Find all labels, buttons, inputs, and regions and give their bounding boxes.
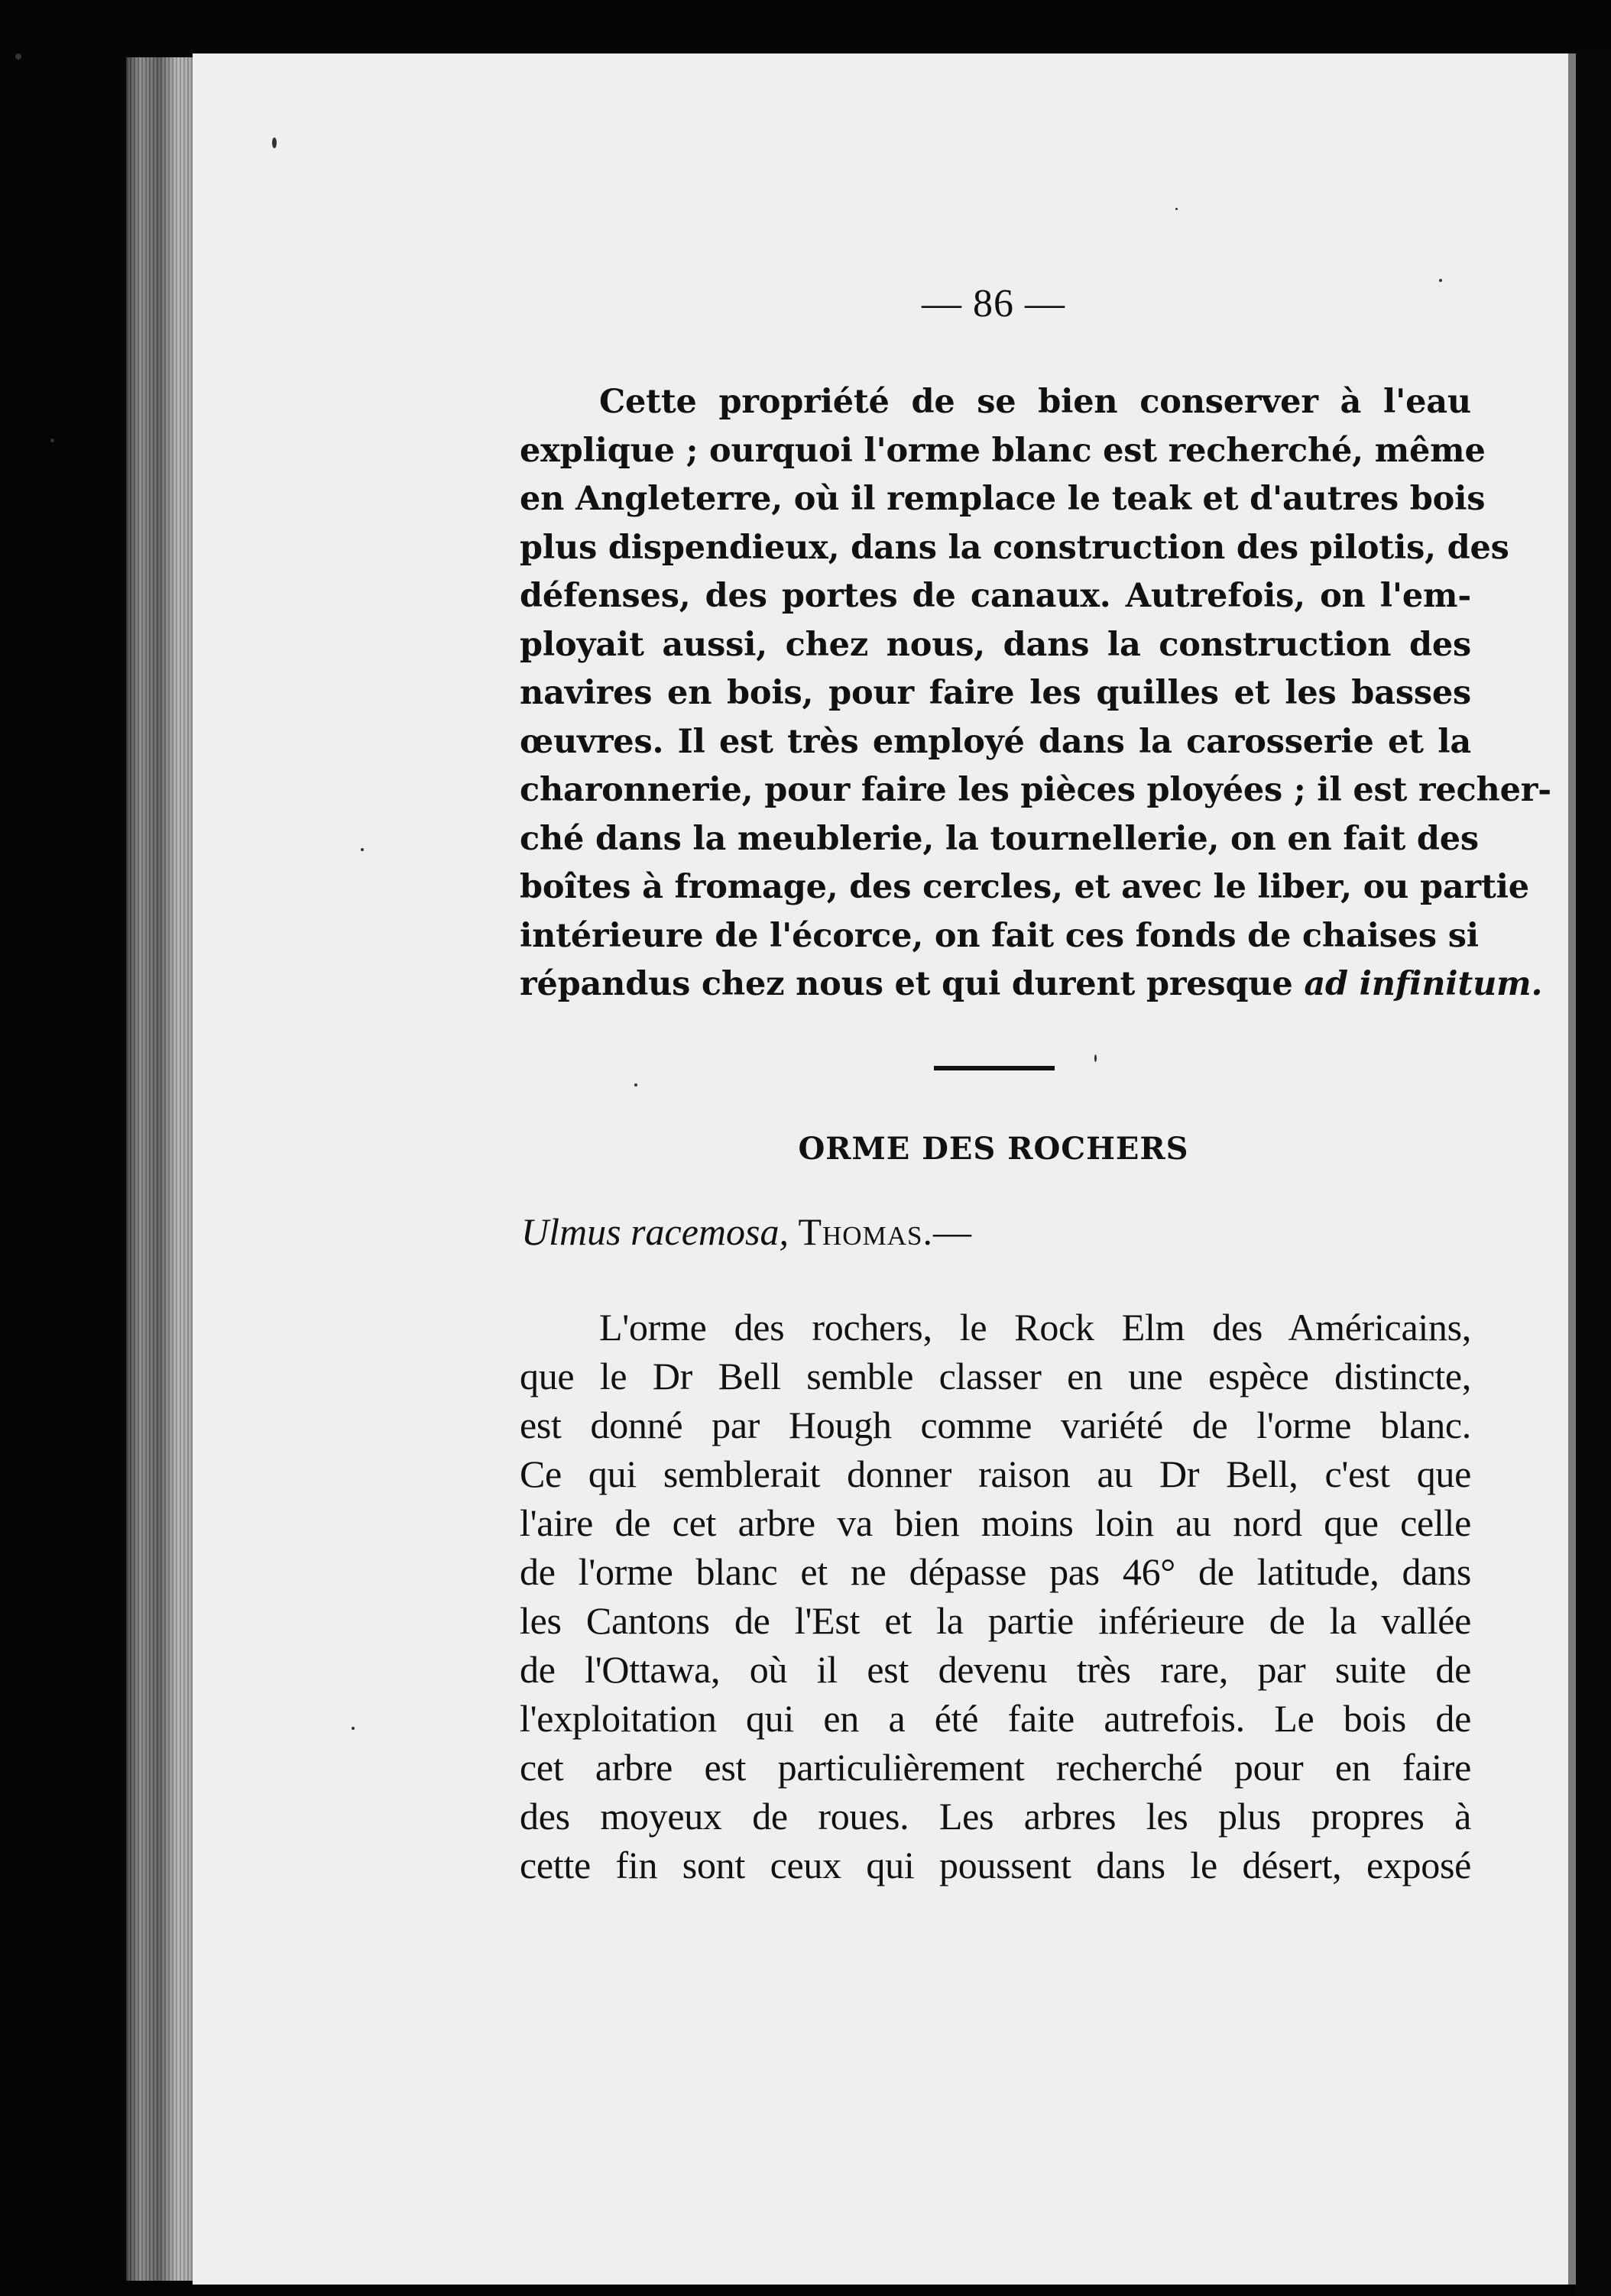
text-line-lead: répandus chez nous et qui durent presque <box>520 965 1293 1003</box>
scan-speck <box>1439 279 1442 282</box>
page-right-edge <box>1568 53 1576 2285</box>
scan-speck <box>15 53 21 60</box>
text-line: L'orme des rochers, le Rock Elm des Américains, <box>599 1306 1471 1349</box>
text-line-last <box>520 960 1543 1009</box>
text-line: que le Dr Bell semble classer en une espèce distincte, <box>520 1355 1471 1397</box>
latin-phrase: ad infinitum. <box>1304 965 1543 1003</box>
scan-speck <box>1175 208 1178 210</box>
section-heading: ORME DES ROCHERS <box>798 1131 1189 1167</box>
page-number: — 86 — <box>922 282 1065 325</box>
text-line: œuvres. Il est très employé dans la carosserie et la <box>520 722 1471 761</box>
text-line: de l'orme blanc et ne dépasse pas 46° de latitude, dans <box>520 1550 1471 1593</box>
species-name-line <box>521 1209 1285 1255</box>
text-line: navires en bois, pour faire les quilles et les basses <box>520 674 1471 712</box>
text-line: Cette propriété de se bien conserver à l'eau <box>599 383 1471 421</box>
scan-speck <box>634 1083 637 1086</box>
section-divider <box>934 1066 1055 1070</box>
species-author: Thomas.— <box>798 1210 972 1253</box>
scan-right-margin <box>1576 53 1611 2296</box>
text-line: cet arbre est particulièrement recherché pour en faire <box>520 1746 1471 1789</box>
text-line: boîtes à fromage, des cercles, et avec le liber, ou partie <box>520 868 1529 906</box>
text-line: en Angleterre, où il remplace le teak et d'autres bois <box>520 480 1486 518</box>
scan-speck <box>272 138 277 148</box>
species-latin-name: Ulmus racemosa, <box>521 1210 789 1253</box>
text-line: est donné par Hough comme variété de l'orme blanc. <box>520 1404 1471 1446</box>
paragraph-elm-uses <box>520 378 1551 1009</box>
text-line: charonnerie, pour faire les pièces ployées ; il est recher- <box>520 771 1551 809</box>
text-line: intérieure de l'écorce, on fait ces fonds de chaises si <box>520 916 1479 955</box>
scan-speck <box>352 1727 355 1730</box>
text-line: les Cantons de l'Est et la partie inférieure de la vallée <box>520 1599 1471 1642</box>
text-line: Ce qui semblerait donner raison au Dr Bell, c'est que <box>520 1452 1471 1495</box>
text-line: ché dans la meublerie, la tournellerie, on en fait des <box>520 819 1479 858</box>
text-line: l'exploitation qui en a été faite autrefois. Le bois de <box>520 1697 1471 1740</box>
text-line: l'aire de cet arbre va bien moins loin au nord que celle <box>520 1501 1471 1544</box>
text-line: des moyeux de roues. Les arbres les plus propres à <box>520 1795 1471 1838</box>
text-line: de l'Ottawa, où il est devenu très rare, par suite de <box>520 1648 1471 1691</box>
paragraph-rock-elm <box>520 1303 1471 1890</box>
book-binding-edge <box>126 57 199 2281</box>
scan-speck <box>50 439 54 442</box>
scan-speck <box>361 848 364 851</box>
text-line: explique ; ourquoi l'orme blanc est recherché, même <box>520 431 1486 470</box>
text-line: défenses, des portes de canaux. Autrefois, on l'em- <box>520 577 1471 615</box>
text-line: cette fin sont ceux qui poussent dans le désert, exposé <box>520 1844 1471 1886</box>
text-line: plus dispendieux, dans la construction des pilotis, des <box>520 528 1509 567</box>
text-line: ployait aussi, chez nous, dans la construction des <box>520 625 1471 664</box>
scan-speck <box>1094 1054 1097 1062</box>
